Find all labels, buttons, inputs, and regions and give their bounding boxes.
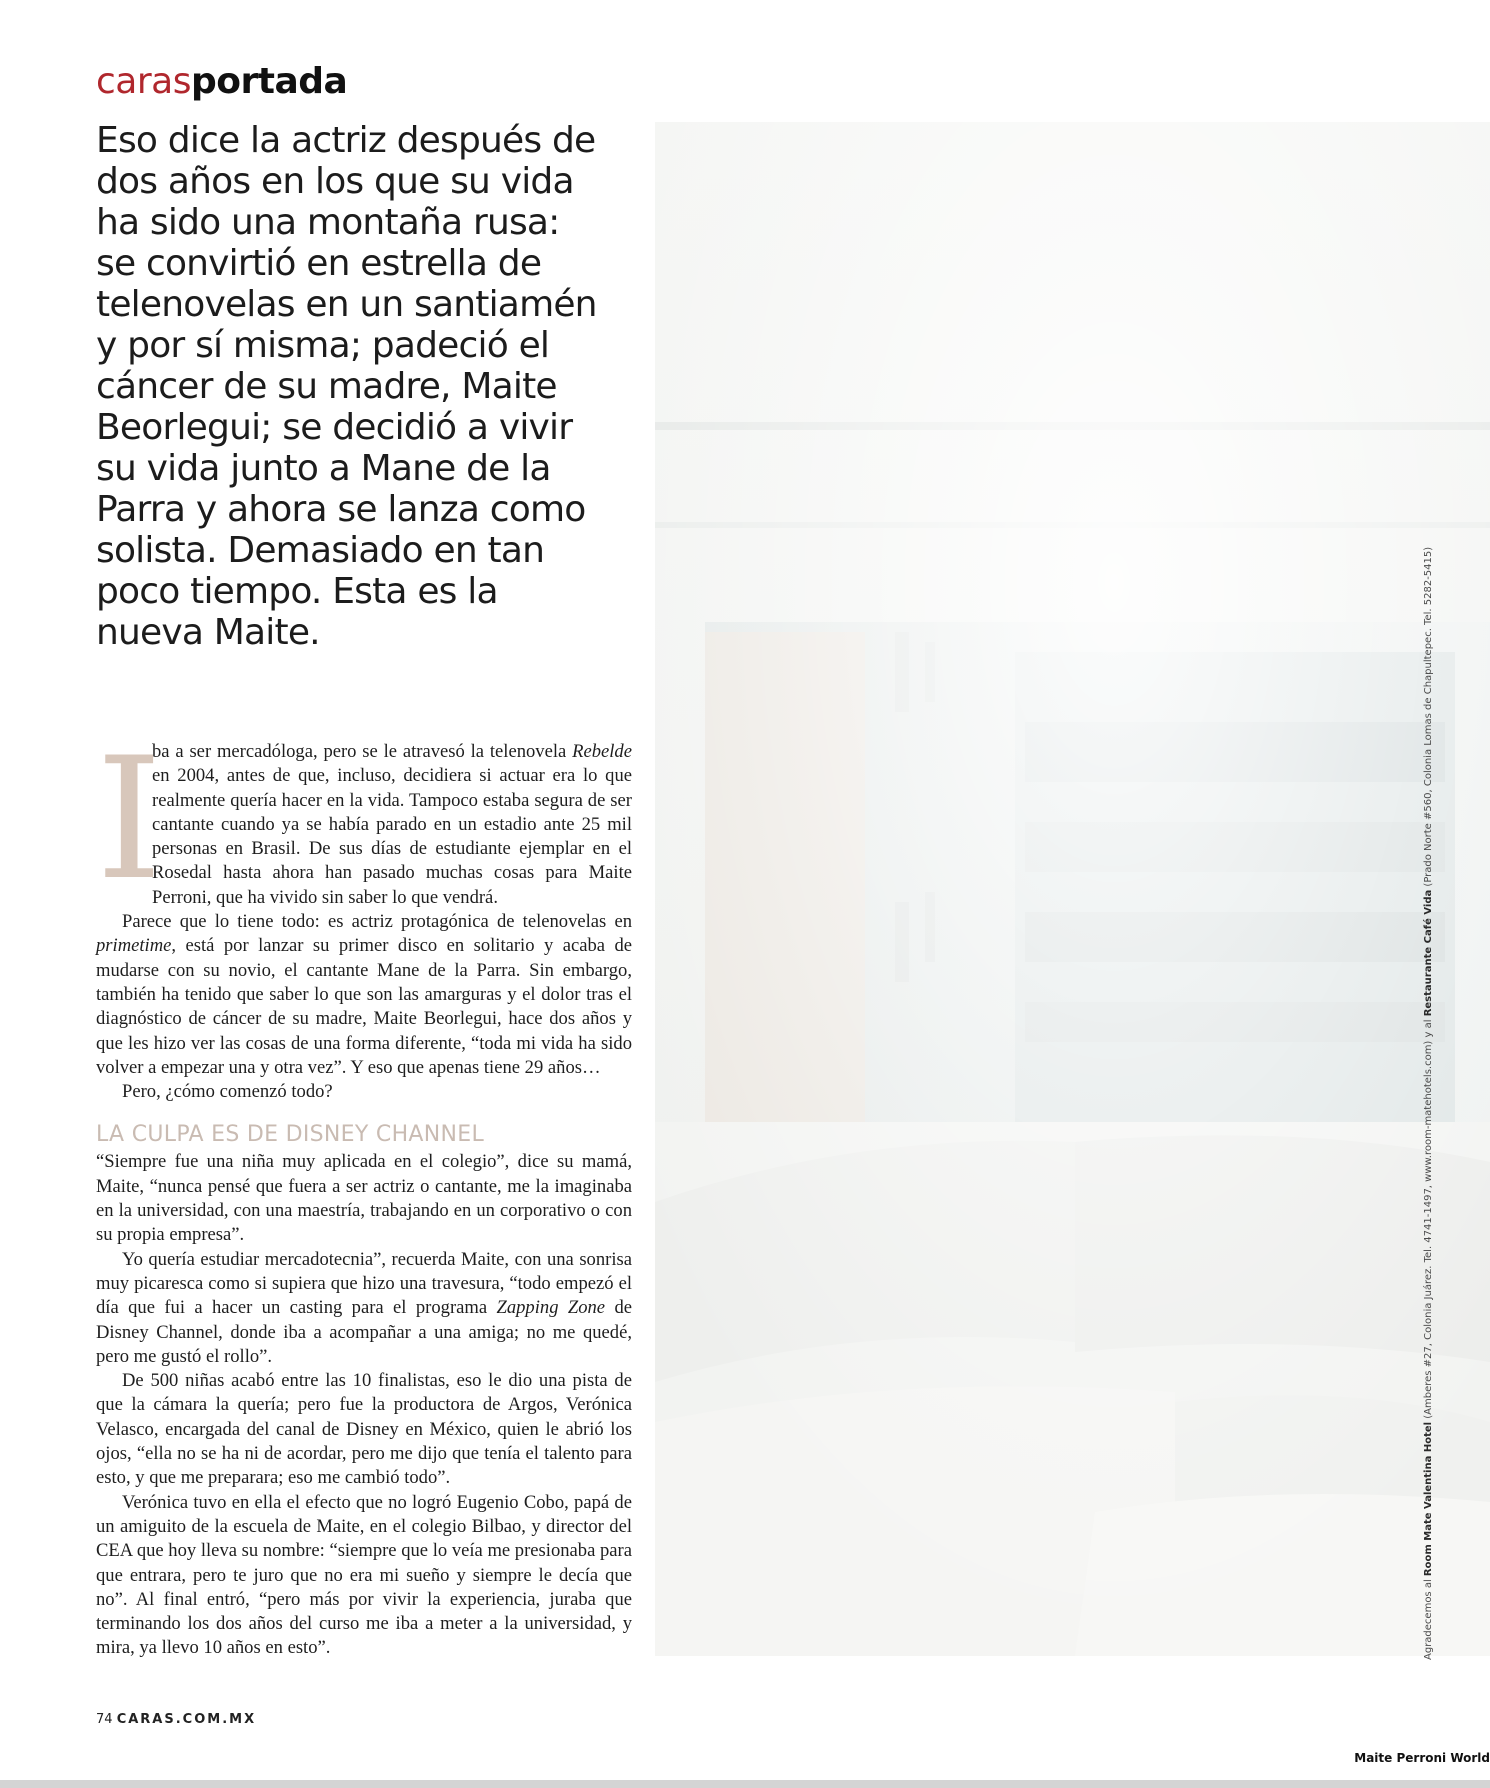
paragraph-text: ba a ser mercadóloga, pero se le atravesó la telenovela: [152, 741, 573, 762]
paragraph: Verónica tuvo en ella el efecto que no logró Eugenio Cobo, papá de un amiguito de la escuela de Maite, en el colegio Bilbao, y director del CEA que hoy lleva su nombre: “siempre que lo veía me presionaba para que entrara, pero te juro que no era mi sueño y siempre le decía que no”. Al final entró, “pero más por vivir la experiencia, juraba que terminando los dos años del curso me iba a meter a la universidad, y mira, ya llevo 10 años en esto”.: [96, 1491, 632, 1659]
section-label-light: caras: [96, 61, 191, 102]
section-label: [96, 58, 347, 106]
paragraph: [96, 1248, 632, 1369]
credit-text: (Prado Norte #560, Colonia Lomas de Chapultepec. Tel. 5282-5415): [1423, 546, 1434, 890]
paragraph-text: en 2004, antes de que, incluso, decidiera si actuar era lo que realmente quería hacer en la vida. Tampoco estaba segura de ser cantante cuando ya se había parado en un estadio ante 25 mil personas en Brasil. De sus días de estudiante ejemplar en el Rosedal hasta ahora han pasado muchas cosas para Maite Perroni, que ha vivido sin saber lo que vendrá.: [152, 765, 632, 908]
paragraph: De 500 niñas acabó entre las 10 finalistas, eso le dio una pista de que la cámara la quería; pero fue la productora de Argos, Verónica Velasco, encargada del canal de Disney en México, quien le abrió los ojos, “ella no se ha ni de acordar, pero me dijo que tenía el talento para esto, y que me preparara; eso me cambió todo”.: [96, 1370, 632, 1489]
article-body: [96, 721, 633, 1661]
photo-illustration: [655, 122, 1490, 1656]
photo-credit: [1416, 546, 1442, 1660]
deck-line: dos años en los que su vida: [96, 161, 574, 202]
deck-line: telenovelas en un santiamén: [96, 284, 597, 325]
show-title: Zapping Zone: [496, 1297, 606, 1319]
deck-line: solista. Demasiado en tan: [96, 530, 545, 571]
deck-line: y por sí misma; padeció el: [96, 325, 550, 366]
credit-text: (Amberes #27, Colonia Juárez. Tel. 4741-1497, www.room-matehotels.com) y al: [1423, 1016, 1434, 1422]
paragraph-text: , está por lanzar su primer disco en solitario y acaba de mudarse con su novio, el cantante Mane de la Parra. Sin embargo, también ha tenido que saber lo que son las amarguras y el dolor tras el diagnóstico de cáncer de su madre, Maite Beorlegui, hace dos años y que les hizo ver las cosas de una forma diferente, “toda mi vida ha sido volver a empezar una y otra vez”. Y eso que apenas tiene 29 años…: [96, 935, 632, 1078]
page-folio: [96, 1712, 256, 1728]
subheading: LA CULPA ES DE DISNEY CHANNEL: [96, 1122, 485, 1148]
emphasis: primetime: [96, 935, 172, 957]
site-url: CARAS.COM.MX: [116, 1712, 257, 1727]
show-title: Rebelde: [572, 741, 632, 762]
watermark: Maite Perroni World: [1354, 1751, 1490, 1765]
paragraph: Pero, ¿cómo comenzó todo?: [122, 1081, 333, 1103]
paragraph: “Siempre fue una niña muy aplicada en el colegio”, dice su mamá, Maite, “nunca pensé que fuera a ser actriz o cantante, me la imaginaba en la universidad, con una maestría, trabajando en un corporativo o con su propia empresa”.: [96, 1151, 632, 1246]
credit-text: Agradecemos al: [1423, 1576, 1434, 1660]
deck-line: Parra y ahora se lanza como: [96, 489, 586, 530]
deck-line: Eso dice la actriz después de: [96, 120, 596, 161]
deck-line: su vida junto a Mane de la: [96, 448, 551, 489]
deck-line: nueva Maite.: [96, 612, 320, 653]
credit-restaurant: Restaurante Café Vida: [1423, 889, 1434, 1017]
drop-cap: I: [96, 721, 163, 917]
paragraph-text: Yo quería estudiar mercadotecnia”, recuerda Maite, con una sonrisa muy picaresca como si supiera que hizo una travesura, “todo empezó el día que fui a hacer un casting para el programa: [96, 1248, 632, 1319]
deck-line: poco tiempo. Esta es la: [96, 571, 498, 612]
paragraph: [96, 910, 632, 1080]
deck-line: se convirtió en estrella de: [96, 243, 542, 284]
page-number: 74: [96, 1712, 113, 1727]
deck-line: Beorlegui; se decidió a vivir: [96, 407, 573, 448]
cover-photo: [655, 122, 1490, 1656]
paragraph: [96, 721, 632, 917]
section-label-bold: portada: [190, 61, 348, 102]
article-deck: [96, 120, 656, 653]
bottom-bar: [0, 1780, 1490, 1788]
deck-line: cáncer de su madre, Maite: [96, 366, 557, 407]
paragraph-text: de Disney Channel, donde iba a acompañar a una amiga; no me quedé, pero me gustó el rollo”.: [96, 1297, 633, 1367]
credit-hotel: Room Mate Valentina Hotel: [1423, 1421, 1434, 1577]
deck-line: ha sido una montaña rusa:: [96, 202, 560, 243]
paragraph-text: Parece que lo tiene todo: es actriz protagónica de telenovelas en: [122, 911, 632, 933]
